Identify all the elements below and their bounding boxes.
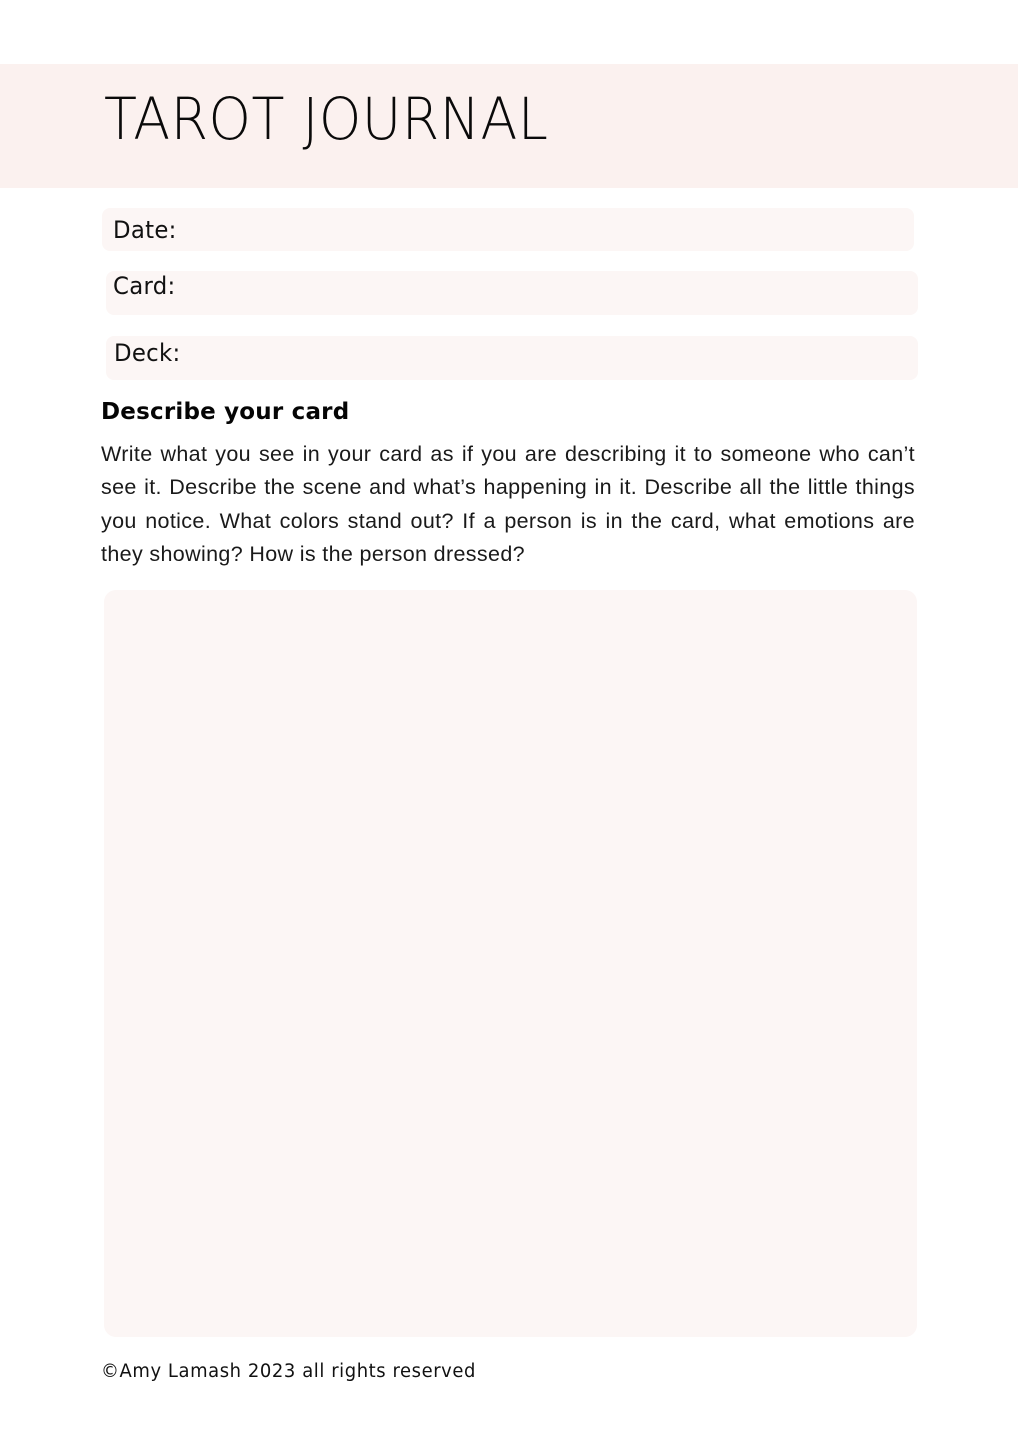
card-label: Card: [113, 272, 176, 300]
date-field[interactable] [102, 208, 914, 251]
page-title: TAROT JOURNAL [104, 85, 549, 153]
deck-field[interactable] [106, 336, 918, 380]
date-label: Date: [113, 216, 177, 244]
date-input[interactable] [180, 216, 914, 253]
card-description-textarea[interactable] [104, 590, 917, 1337]
section-instructions: Write what you see in your card as if you are describing it to someone who can’t see it. Describe the scene and what’s happening in it. Describe all the little things you notice. What colors stand out? If a person is in the card, what emotions are they showing? How is the person dressed? [101, 442, 915, 566]
deck-label: Deck: [114, 339, 181, 367]
card-input[interactable] [179, 272, 918, 317]
card-field[interactable] [106, 271, 918, 315]
section-heading: Describe your card [101, 399, 350, 425]
deck-input[interactable] [184, 339, 918, 382]
copyright-footer: ©Amy Lamash 2023 all rights reserved [101, 1361, 476, 1382]
